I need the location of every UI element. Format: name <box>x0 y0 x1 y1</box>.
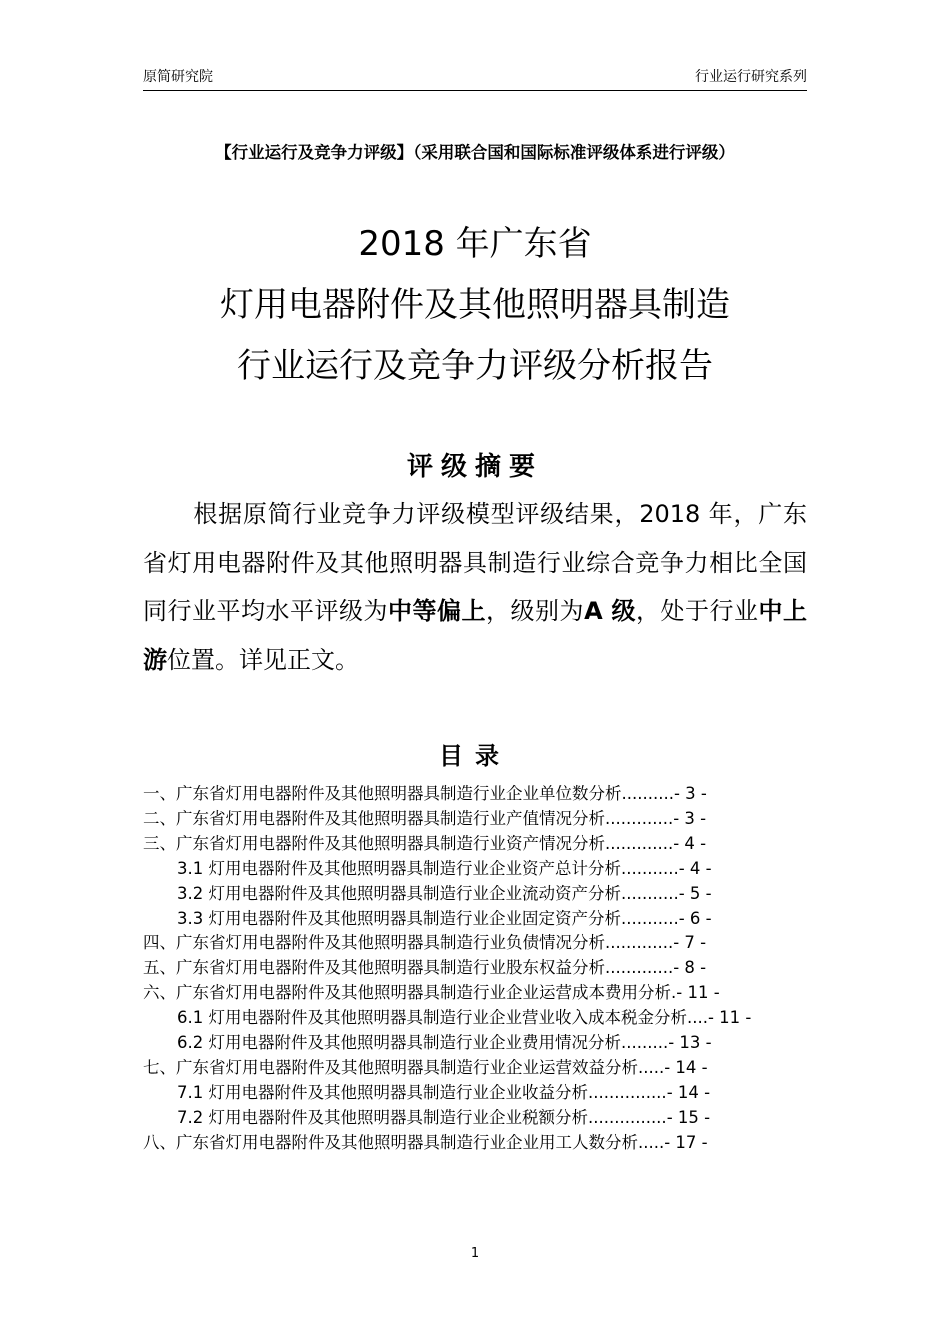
toc-entry-page: - 14 - <box>666 1082 711 1102</box>
toc-entry-title: 四、广东省灯用电器附件及其他照明器具制造行业负债情况分析 <box>143 933 605 953</box>
toc-entry[interactable] <box>143 782 810 807</box>
toc-entry-title: 7.1 灯用电器附件及其他照明器具制造行业企业收益分析 <box>177 1082 588 1102</box>
toc-entry-page: - 3 - <box>673 784 707 803</box>
page-number: 1 <box>470 1246 480 1261</box>
toc-entry[interactable] <box>143 1031 810 1056</box>
toc-entry-page: - 13 - <box>668 1033 712 1053</box>
header-publisher: 原简研究院 <box>143 69 213 85</box>
toc-entry-dots: ............. <box>605 833 674 853</box>
abstract-paragraph <box>143 490 807 684</box>
abstract-text: ，处于行业 <box>636 597 759 625</box>
toc-entry-page: - 11 - <box>676 983 720 1003</box>
toc-entry-title: 五、广东省灯用电器附件及其他照明器具制造行业股东权益分析 <box>143 958 605 978</box>
toc-entry[interactable] <box>143 1056 810 1081</box>
table-of-contents <box>143 782 810 1156</box>
toc-entry-page: - 8 - <box>673 958 707 978</box>
title-line: 灯用电器附件及其他照明器具制造 <box>220 285 730 325</box>
toc-entry[interactable] <box>143 1006 810 1031</box>
abstract-heading: 评级摘要 <box>406 452 543 482</box>
toc-entry-page: - 17 - <box>664 1132 708 1152</box>
toc-entry-page: - 6 - <box>678 908 712 928</box>
rating-level: 中等偏上 <box>388 597 487 625</box>
toc-entry-title: 一、广东省灯用电器附件及其他照明器具制造行业企业单位数分析 <box>143 784 622 803</box>
toc-heading: 目录 <box>439 742 511 770</box>
toc-entry-page: - 4 - <box>678 858 712 878</box>
rating-grade: A 级 <box>584 597 636 625</box>
toc-entry-title: 3.3 灯用电器附件及其他照明器具制造行业企业固定资产分析 <box>177 908 621 928</box>
title-line: 2018 年广东省 <box>358 224 592 264</box>
header-series: 行业运行研究系列 <box>695 69 807 85</box>
toc-entry-title: 三、广东省灯用电器附件及其他照明器具制造行业资产情况分析 <box>143 833 605 853</box>
abstract-text: ，级别为 <box>486 597 585 625</box>
toc-entry-title: 6.1 灯用电器附件及其他照明器具制造行业企业营业收入成本税金分析 <box>177 1008 687 1028</box>
toc-entry-title: 3.1 灯用电器附件及其他照明器具制造行业企业资产总计分析 <box>177 858 621 878</box>
toc-entry-page: - 14 - <box>664 1057 708 1077</box>
toc-entry-dots: ........... <box>621 858 679 878</box>
toc-entry-page: - 15 - <box>666 1107 711 1127</box>
toc-entry-dots: ............. <box>605 958 674 978</box>
toc-entry-dots: ........... <box>621 883 679 903</box>
rating-position: 中上游 <box>143 597 808 674</box>
toc-entry-page: - 11 - <box>707 1008 752 1028</box>
toc-entry-dots: ......... <box>621 1033 669 1053</box>
toc-entry[interactable] <box>143 807 810 832</box>
page-header <box>143 66 807 91</box>
toc-entry-title: 7.2 灯用电器附件及其他照明器具制造行业企业税额分析 <box>177 1107 588 1127</box>
report-title <box>0 214 950 397</box>
toc-entry-title: 3.2 灯用电器附件及其他照明器具制造行业企业流动资产分析 <box>177 883 621 903</box>
toc-entry[interactable] <box>143 956 810 981</box>
toc-entry[interactable] <box>143 907 810 932</box>
toc-entry[interactable] <box>143 981 810 1006</box>
title-line: 行业运行及竞争力评级分析报告 <box>237 346 713 386</box>
toc-entry-page: - 5 - <box>678 883 712 903</box>
toc-entry-dots: .......... <box>621 784 674 803</box>
toc-entry-dots: ........... <box>621 908 679 928</box>
abstract-text: 根据原简行业竞争力评级模型评级结果，2018 年，广东省灯用电器附件及其他照明器具制造行业综合竞争力相比全国同行业平均水平评级为 <box>143 500 807 625</box>
toc-entry-title: 八、广东省灯用电器附件及其他照明器具制造行业企业用工人数分析 <box>143 1132 638 1152</box>
toc-entry-dots: ............. <box>605 933 674 953</box>
toc-entry-dots: .... <box>687 1008 708 1028</box>
abstract-text: 位置。详见正文。 <box>167 645 359 674</box>
toc-entry[interactable] <box>143 832 810 857</box>
toc-entry-page: - 7 - <box>673 933 707 953</box>
toc-entry-dots: ..... <box>638 1057 665 1077</box>
toc-entry-dots: ............. <box>605 808 674 828</box>
report-subtitle: 【行业运行及竞争力评级】（采用联合国和国际标准评级体系进行评级） <box>215 143 735 162</box>
toc-entry-title: 6.2 灯用电器附件及其他照明器具制造行业企业费用情况分析 <box>177 1033 621 1053</box>
toc-entry-dots: ............... <box>588 1107 667 1127</box>
toc-entry-dots: . <box>671 983 677 1003</box>
toc-entry-title: 二、广东省灯用电器附件及其他照明器具制造行业产值情况分析 <box>143 808 605 828</box>
toc-entry-title: 七、广东省灯用电器附件及其他照明器具制造行业企业运营效益分析 <box>143 1057 638 1077</box>
toc-entry-page: - 3 - <box>673 808 707 828</box>
toc-entry-dots: ..... <box>638 1132 665 1152</box>
toc-entry[interactable] <box>143 857 810 882</box>
toc-entry[interactable] <box>143 882 810 907</box>
toc-entry[interactable] <box>143 1131 810 1156</box>
toc-entry[interactable] <box>143 1106 810 1131</box>
toc-entry[interactable] <box>143 1081 810 1106</box>
toc-entry-dots: ............... <box>588 1082 667 1102</box>
toc-entry-title: 六、广东省灯用电器附件及其他照明器具制造行业企业运营成本费用分析 <box>143 983 671 1003</box>
toc-entry-page: - 4 - <box>673 833 707 853</box>
toc-entry[interactable] <box>143 931 810 956</box>
